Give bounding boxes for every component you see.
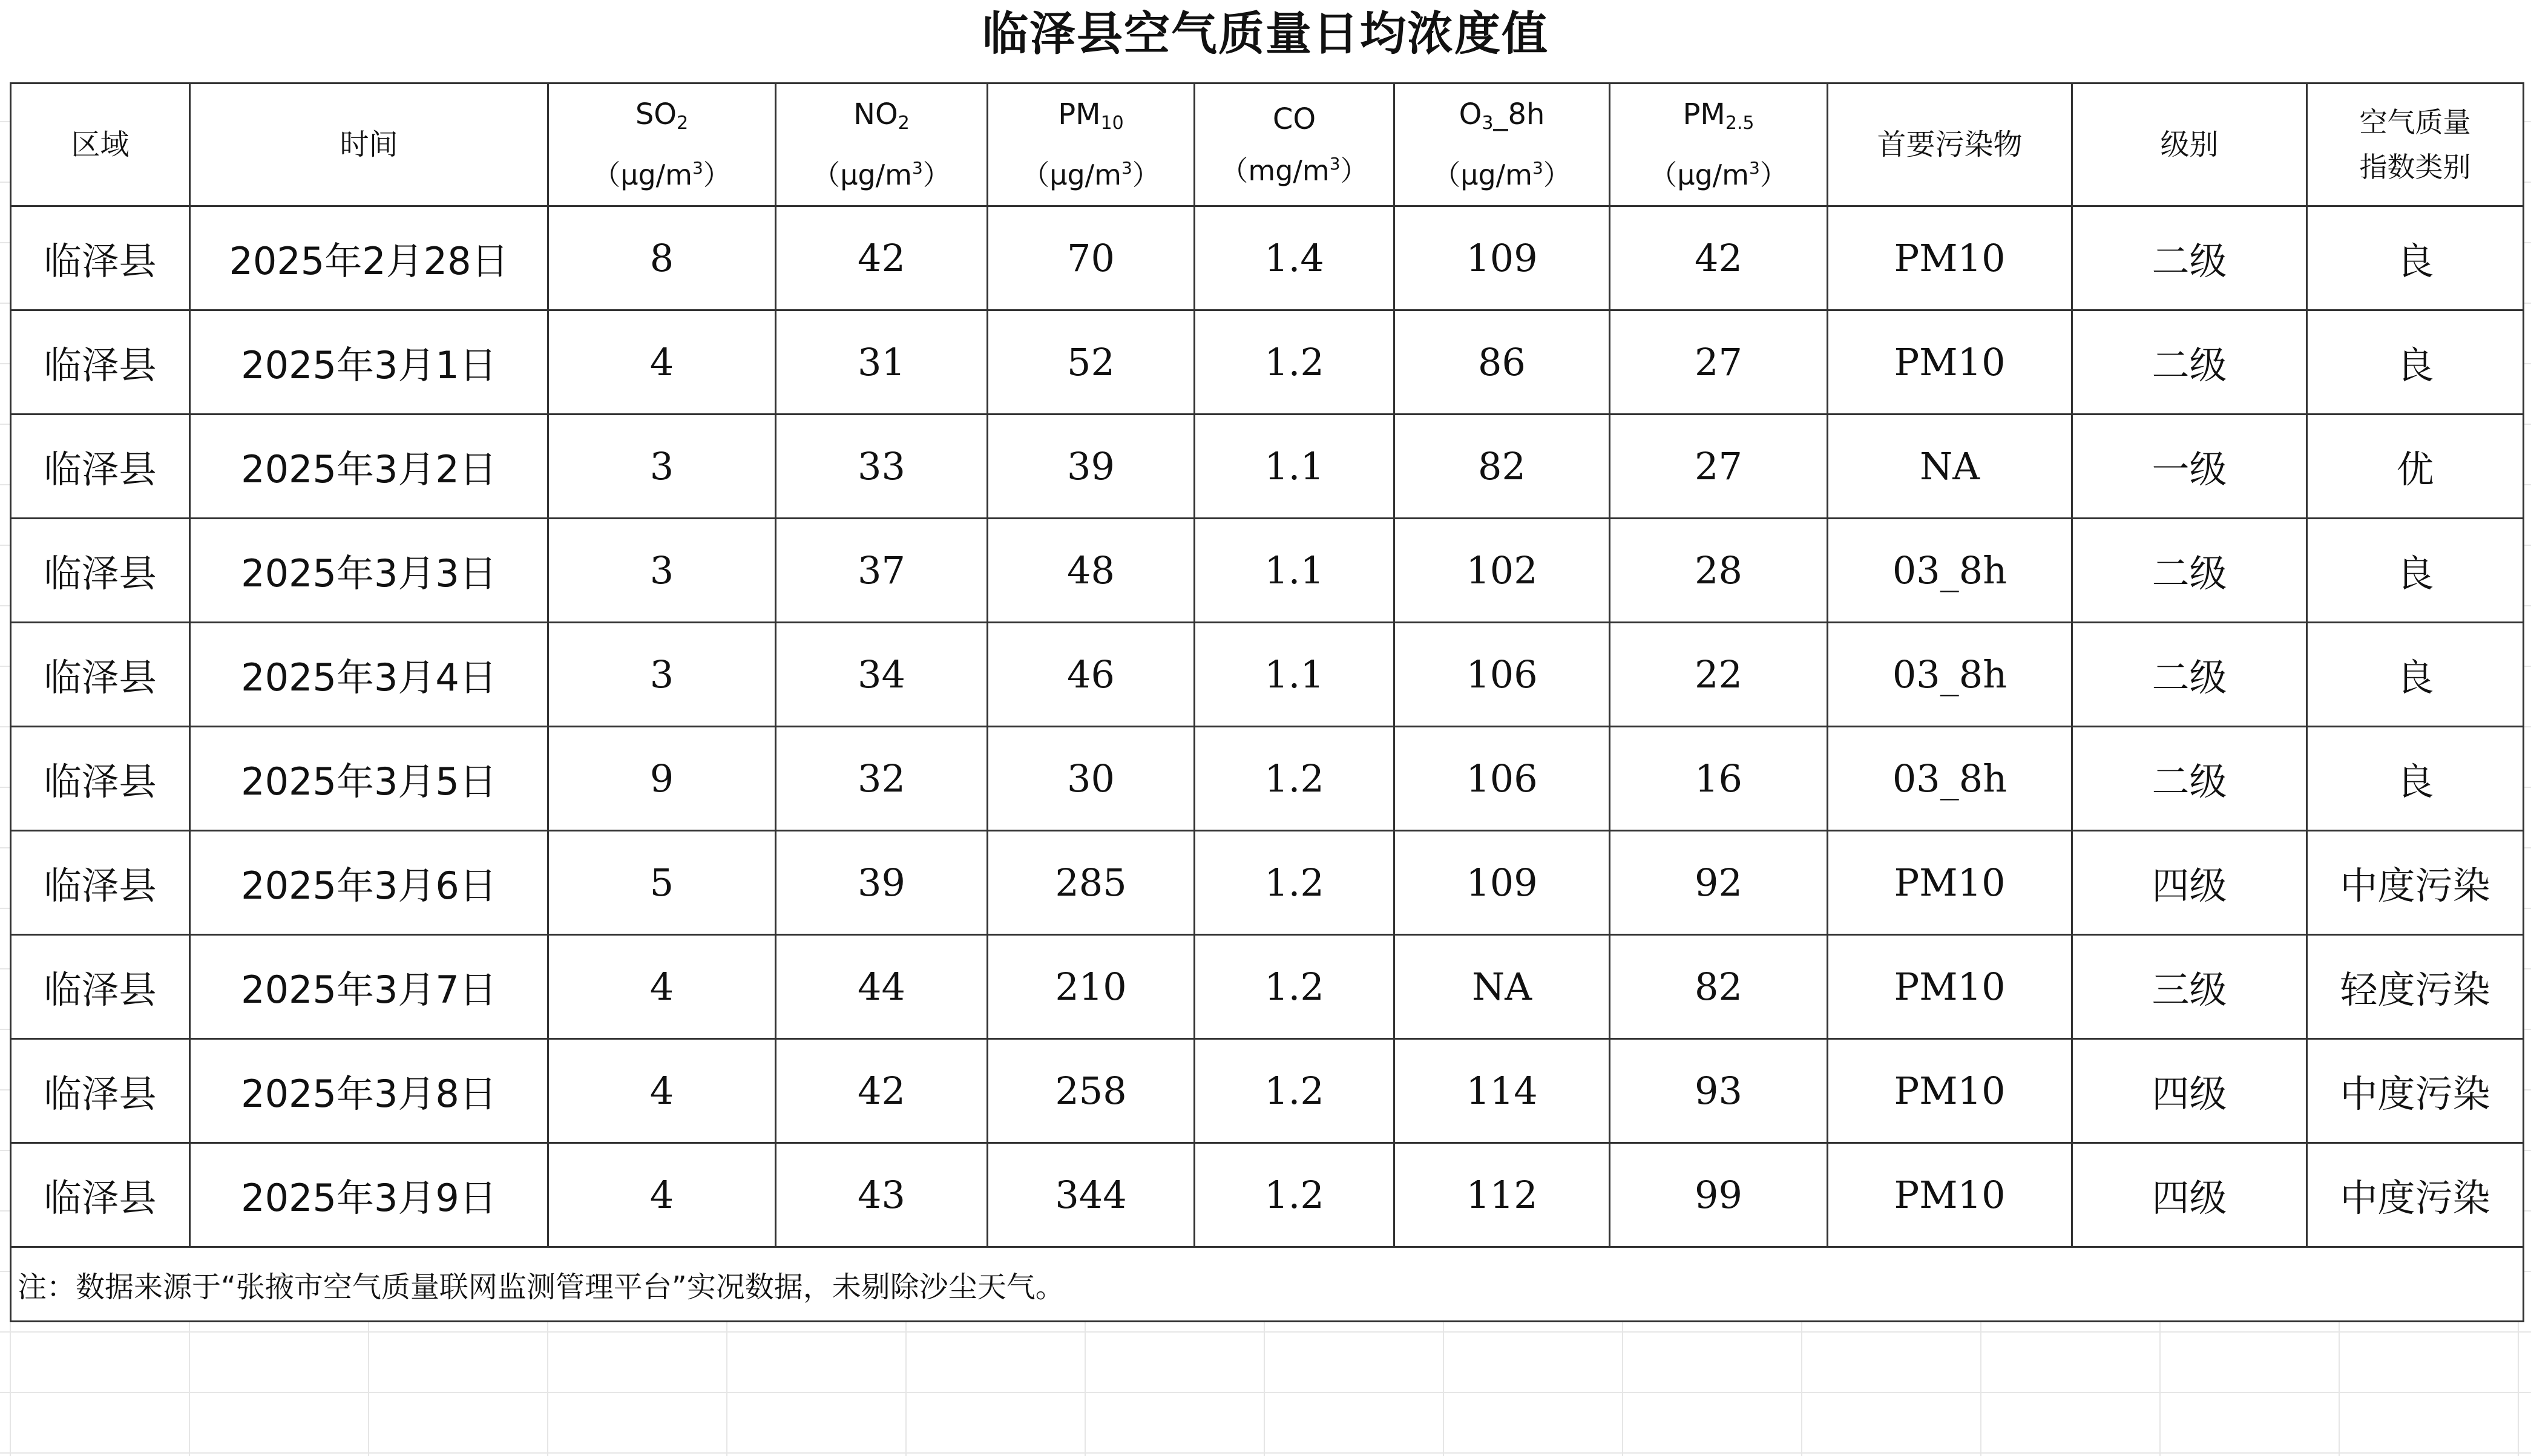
cell-category[interactable]: 中度污染	[2307, 1143, 2524, 1247]
cell-pm10[interactable]: 48	[988, 519, 1195, 623]
cell-time[interactable]: 2025年3月3日	[190, 519, 548, 623]
cell-so2[interactable]: 4	[548, 935, 776, 1039]
cell-level[interactable]: 三级	[2072, 935, 2307, 1039]
cell-pm25[interactable]: 92	[1610, 831, 1828, 935]
cell-o3[interactable]: 86	[1394, 310, 1610, 415]
cell-co[interactable]: 1.2	[1195, 935, 1394, 1039]
cell-region[interactable]: 临泽县	[11, 206, 190, 310]
unit-text: ）	[1340, 154, 1368, 187]
cell-co[interactable]: 1.2	[1195, 310, 1394, 415]
cell-o3[interactable]: 114	[1394, 1039, 1610, 1143]
table-row	[11, 519, 2524, 623]
unit-text: ）	[1543, 159, 1571, 191]
cell-no2[interactable]: 42	[776, 206, 988, 310]
cell-pm25[interactable]: 28	[1610, 519, 1828, 623]
cell-pm25[interactable]: 99	[1610, 1143, 1828, 1247]
cell-no2[interactable]: 44	[776, 935, 988, 1039]
cell-category[interactable]: 良	[2307, 310, 2524, 415]
cell-region[interactable]: 临泽县	[11, 831, 190, 935]
header-no2-name: NO	[853, 97, 898, 131]
cell-level[interactable]: 二级	[2072, 519, 2307, 623]
cell-primary-pollutant[interactable]: 03_8h	[1828, 727, 2072, 831]
unit-text: （μg/m	[1022, 159, 1121, 191]
unit-text: ）	[703, 159, 731, 191]
table-row	[11, 415, 2524, 519]
unit-text: （mg/m	[1220, 154, 1330, 187]
unit-text: （μg/m	[812, 159, 912, 191]
cell-primary-pollutant[interactable]: PM10	[1828, 206, 2072, 310]
cell-category[interactable]: 中度污染	[2307, 1039, 2524, 1143]
header-o3-name: O	[1459, 97, 1482, 131]
cell-pm25[interactable]: 93	[1610, 1039, 1828, 1143]
cell-so2[interactable]: 3	[548, 623, 776, 727]
cell-no2[interactable]: 39	[776, 831, 988, 935]
header-o3-suffix: _8h	[1493, 97, 1545, 131]
cell-primary-pollutant[interactable]: PM10	[1828, 1039, 2072, 1143]
cell-level[interactable]: 二级	[2072, 310, 2307, 415]
cell-primary-pollutant[interactable]: 03_8h	[1828, 623, 2072, 727]
header-pm25-name: PM	[1682, 97, 1725, 131]
cell-o3[interactable]: 106	[1394, 623, 1610, 727]
cell-level[interactable]: 二级	[2072, 623, 2307, 727]
header-row	[11, 84, 2524, 206]
cell-category[interactable]: 良	[2307, 206, 2524, 310]
header-pm25-unit	[1610, 146, 1827, 197]
cell-o3[interactable]: 102	[1394, 519, 1610, 623]
cell-time[interactable]: 2025年3月4日	[190, 623, 548, 727]
cell-o3[interactable]: 109	[1394, 831, 1610, 935]
header-co-name: CO	[1272, 102, 1316, 136]
cell-level[interactable]: 二级	[2072, 727, 2307, 831]
cell-so2[interactable]: 3	[548, 415, 776, 519]
cell-o3[interactable]: 112	[1394, 1143, 1610, 1247]
cell-pm25[interactable]: 42	[1610, 206, 1828, 310]
air-quality-table	[10, 82, 2524, 1322]
header-primary-pollutant[interactable]: 首要污染物	[1828, 84, 2072, 206]
cell-category[interactable]: 优	[2307, 415, 2524, 519]
cell-pm10[interactable]: 344	[988, 1143, 1195, 1247]
note-row	[11, 1247, 2524, 1322]
header-o3-unit	[1395, 146, 1609, 197]
cell-time[interactable]: 2025年3月7日	[190, 935, 548, 1039]
cell-pm10[interactable]: 70	[988, 206, 1195, 310]
cell-so2[interactable]: 4	[548, 1143, 776, 1247]
cell-pm25[interactable]: 16	[1610, 727, 1828, 831]
cell-primary-pollutant[interactable]: NA	[1828, 415, 2072, 519]
header-pm10-sub: 10	[1100, 113, 1124, 134]
cell-so2[interactable]: 3	[548, 519, 776, 623]
header-no2-unit	[776, 146, 986, 197]
cell-region[interactable]: 临泽县	[11, 623, 190, 727]
cell-level[interactable]: 四级	[2072, 1143, 2307, 1247]
unit-sup: 3	[1329, 153, 1341, 174]
unit-text: ）	[1132, 159, 1160, 191]
cell-co[interactable]: 1.2	[1195, 1143, 1394, 1247]
cell-category[interactable]: 轻度污染	[2307, 935, 2524, 1039]
cell-region[interactable]: 临泽县	[11, 310, 190, 415]
header-so2-name: SO	[635, 97, 677, 131]
cell-no2[interactable]: 43	[776, 1143, 988, 1247]
header-pm10[interactable]	[988, 84, 1195, 206]
unit-text: （μg/m	[1433, 159, 1532, 191]
cell-primary-pollutant[interactable]: PM10	[1828, 935, 2072, 1039]
header-o3-sub: 3	[1482, 113, 1494, 134]
header-pm10-unit	[988, 146, 1193, 197]
header-category-line1: 空气质量	[2359, 106, 2471, 139]
cell-primary-pollutant[interactable]: PM10	[1828, 1143, 2072, 1247]
cell-pm10[interactable]: 258	[988, 1039, 1195, 1143]
cell-no2[interactable]: 42	[776, 1039, 988, 1143]
cell-primary-pollutant[interactable]: 03_8h	[1828, 519, 2072, 623]
table-row	[11, 623, 2524, 727]
cell-co[interactable]: 1.1	[1195, 519, 1394, 623]
header-pm25[interactable]	[1610, 84, 1828, 206]
unit-sup: 3	[1532, 158, 1543, 178]
cell-time[interactable]: 2025年3月8日	[190, 1039, 548, 1143]
unit-text: （μg/m	[1649, 159, 1749, 191]
cell-category[interactable]: 中度污染	[2307, 831, 2524, 935]
unit-sup: 3	[692, 158, 703, 178]
cell-pm10[interactable]: 46	[988, 623, 1195, 727]
cell-category[interactable]: 良	[2307, 623, 2524, 727]
cell-so2[interactable]: 8	[548, 206, 776, 310]
table-row	[11, 310, 2524, 415]
header-so2-sub: 2	[677, 113, 689, 134]
cell-region[interactable]: 临泽县	[11, 415, 190, 519]
cell-region[interactable]: 临泽县	[11, 519, 190, 623]
cell-time[interactable]: 2025年3月1日	[190, 310, 548, 415]
cell-pm10[interactable]: 210	[988, 935, 1195, 1039]
cell-pm10[interactable]: 30	[988, 727, 1195, 831]
header-pm10-name: PM	[1058, 97, 1101, 131]
header-time[interactable]: 时间	[190, 84, 548, 206]
cell-o3[interactable]: 109	[1394, 206, 1610, 310]
cell-category[interactable]: 良	[2307, 519, 2524, 623]
cell-time[interactable]: 2025年3月5日	[190, 727, 548, 831]
cell-no2[interactable]: 31	[776, 310, 988, 415]
header-no2[interactable]	[776, 84, 988, 206]
table-row	[11, 1143, 2524, 1247]
table-body	[11, 206, 2524, 1247]
cell-pm10[interactable]: 52	[988, 310, 1195, 415]
cell-category[interactable]: 良	[2307, 727, 2524, 831]
unit-text: （μg/m	[593, 159, 692, 191]
cell-so2[interactable]: 4	[548, 310, 776, 415]
cell-o3[interactable]: NA	[1394, 935, 1610, 1039]
cell-region[interactable]: 临泽县	[11, 1039, 190, 1143]
cell-so2[interactable]: 4	[548, 1039, 776, 1143]
cell-co[interactable]: 1.1	[1195, 623, 1394, 727]
cell-region[interactable]: 临泽县	[11, 1143, 190, 1247]
unit-sup: 3	[1748, 158, 1760, 178]
cell-co[interactable]: 1.2	[1195, 1039, 1394, 1143]
header-co[interactable]	[1195, 84, 1394, 206]
cell-o3[interactable]: 82	[1394, 415, 1610, 519]
cell-region[interactable]: 临泽县	[11, 727, 190, 831]
cell-pm10[interactable]: 39	[988, 415, 1195, 519]
cell-no2[interactable]: 37	[776, 519, 988, 623]
cell-pm25[interactable]: 27	[1610, 415, 1828, 519]
table-row	[11, 935, 2524, 1039]
cell-no2[interactable]: 34	[776, 623, 988, 727]
cell-level[interactable]: 四级	[2072, 1039, 2307, 1143]
unit-sup: 3	[911, 158, 923, 178]
header-so2[interactable]	[548, 84, 776, 206]
cell-so2[interactable]: 9	[548, 727, 776, 831]
unit-text: ）	[1759, 159, 1788, 191]
header-category-line2: 指数类别	[2359, 151, 2471, 183]
cell-time[interactable]: 2025年2月28日	[190, 206, 548, 310]
source-note[interactable]: 注：数据来源于“张掖市空气质量联网监测管理平台”实况数据，未剔除沙尘天气。	[11, 1247, 2524, 1322]
table-row	[11, 1039, 2524, 1143]
table-row	[11, 831, 2524, 935]
header-level[interactable]: 级别	[2072, 84, 2307, 206]
header-pm25-sub: 2.5	[1725, 113, 1755, 134]
cell-pm25[interactable]: 27	[1610, 310, 1828, 415]
cell-primary-pollutant[interactable]: PM10	[1828, 831, 2072, 935]
unit-sup: 3	[1121, 158, 1132, 178]
cell-pm25[interactable]: 22	[1610, 623, 1828, 727]
header-so2-unit	[549, 146, 775, 197]
cell-co[interactable]: 1.1	[1195, 415, 1394, 519]
cell-time[interactable]: 2025年3月9日	[190, 1143, 548, 1247]
cell-o3[interactable]: 106	[1394, 727, 1610, 831]
cell-pm10[interactable]: 285	[988, 831, 1195, 935]
cell-primary-pollutant[interactable]: PM10	[1828, 310, 2072, 415]
header-o3[interactable]	[1394, 84, 1610, 206]
page-title: 临泽县空气质量日均浓度值	[0, 0, 2531, 82]
cell-co[interactable]: 1.2	[1195, 831, 1394, 935]
header-co-unit	[1195, 142, 1393, 193]
cell-pm25[interactable]: 82	[1610, 935, 1828, 1039]
cell-time[interactable]: 2025年3月2日	[190, 415, 548, 519]
table-row	[11, 727, 2524, 831]
header-region[interactable]: 区域	[11, 84, 190, 206]
unit-text: ）	[922, 159, 951, 191]
cell-region[interactable]: 临泽县	[11, 935, 190, 1039]
cell-co[interactable]: 1.2	[1195, 727, 1394, 831]
header-category[interactable]	[2307, 84, 2524, 206]
cell-co[interactable]: 1.4	[1195, 206, 1394, 310]
table-row	[11, 206, 2524, 310]
cell-level[interactable]: 二级	[2072, 206, 2307, 310]
cell-level[interactable]: 四级	[2072, 831, 2307, 935]
cell-no2[interactable]: 32	[776, 727, 988, 831]
cell-time[interactable]: 2025年3月6日	[190, 831, 548, 935]
cell-no2[interactable]: 33	[776, 415, 988, 519]
cell-so2[interactable]: 5	[548, 831, 776, 935]
header-no2-sub: 2	[898, 113, 910, 134]
cell-level[interactable]: 一级	[2072, 415, 2307, 519]
